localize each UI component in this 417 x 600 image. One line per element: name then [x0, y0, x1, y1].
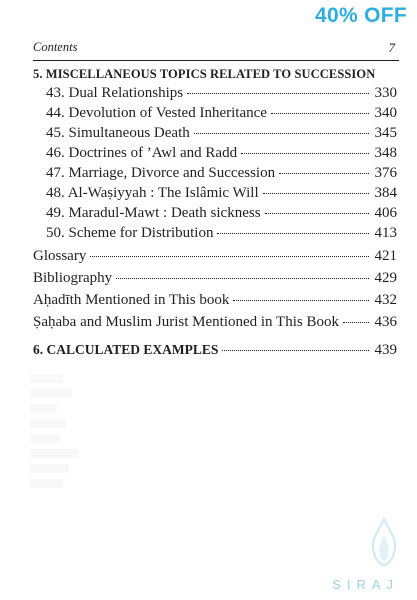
entry-page: 421 — [374, 248, 397, 264]
toc-row — [46, 225, 397, 245]
entry-page: 376 — [374, 165, 397, 181]
entry-title: Devolution of Vested Inheritance — [68, 105, 267, 121]
discount-badge: 40% OFF — [315, 4, 407, 27]
entry-title: Simultaneous Death — [68, 125, 190, 141]
entry-title: Scheme for Distribution — [68, 225, 214, 241]
entry-number: 43. — [46, 85, 65, 101]
toc-row — [46, 125, 397, 145]
entry-page: 439 — [374, 342, 397, 358]
header-rule — [33, 60, 399, 61]
entry-page: 413 — [374, 225, 397, 241]
header-title: Contents — [33, 40, 78, 54]
toc-row — [46, 165, 397, 185]
dot-leader — [222, 350, 369, 351]
entry-page: 340 — [374, 105, 397, 121]
toc-row — [33, 292, 397, 312]
toc-row — [46, 105, 397, 125]
dot-leader — [217, 233, 369, 234]
toc-row — [46, 185, 397, 205]
entry-number: 48. — [46, 185, 65, 201]
entry-number: 44. — [46, 105, 65, 121]
entry-page: 384 — [374, 185, 397, 201]
dot-leader — [279, 173, 369, 174]
dot-leader — [233, 300, 369, 301]
bleed-through-ghost — [30, 368, 90, 503]
entry-page: 436 — [374, 314, 397, 330]
entry-title: Doctrines of ’Awl and Radd — [68, 145, 238, 161]
entry-title: Maradul-Mawt : Death sickness — [68, 205, 261, 221]
dot-leader — [90, 256, 369, 257]
entry-title: Marriage, Divorce and Succession — [68, 165, 276, 181]
entry-number: 47. — [46, 165, 65, 181]
toc-row — [46, 205, 397, 225]
running-header — [33, 40, 397, 58]
entry-title: Ṣaḥaba and Muslim Jurist Mentioned in This Book — [33, 314, 339, 330]
toc-row — [33, 248, 397, 268]
entry-title: Dual Relationships — [68, 85, 184, 101]
entry-title: Aḥadīth Mentioned in This book — [33, 292, 230, 308]
entry-title: Glossary — [33, 248, 87, 264]
dot-leader — [343, 322, 369, 323]
toc-row — [33, 314, 397, 334]
entry-number: 49. — [46, 205, 65, 221]
toc-row — [33, 270, 397, 290]
entry-number: 50. — [46, 225, 65, 241]
section-heading-6 — [33, 342, 397, 362]
toc-row — [46, 85, 397, 105]
entry-title: 6. CALCULATED EXAMPLES — [33, 342, 219, 357]
dot-leader — [271, 113, 369, 114]
entry-title: Al-Waṣiyyah : The Islâmic Will — [67, 185, 259, 201]
watermark-text: SIRAJ — [332, 577, 399, 592]
entry-page: 429 — [374, 270, 397, 286]
entry-page: 406 — [374, 205, 397, 221]
section-heading-5: 5. MISCELLANEOUS TOPICS RELATED TO SUCCESSION — [33, 67, 376, 81]
page-number: 7 — [388, 40, 395, 55]
dot-leader — [241, 153, 369, 154]
dot-leader — [263, 193, 369, 194]
flame-logo-icon — [364, 515, 404, 575]
entry-page: 345 — [374, 125, 397, 141]
entry-number: 46. — [46, 145, 65, 161]
dot-leader — [265, 213, 369, 214]
entry-number: 45. — [46, 125, 65, 141]
dot-leader — [194, 133, 369, 134]
entry-page: 348 — [374, 145, 397, 161]
entry-page: 330 — [374, 85, 397, 101]
toc-row — [46, 145, 397, 165]
dot-leader — [187, 93, 369, 94]
dot-leader — [116, 278, 369, 279]
entry-title: Bibliography — [33, 270, 113, 286]
entry-page: 432 — [374, 292, 397, 308]
